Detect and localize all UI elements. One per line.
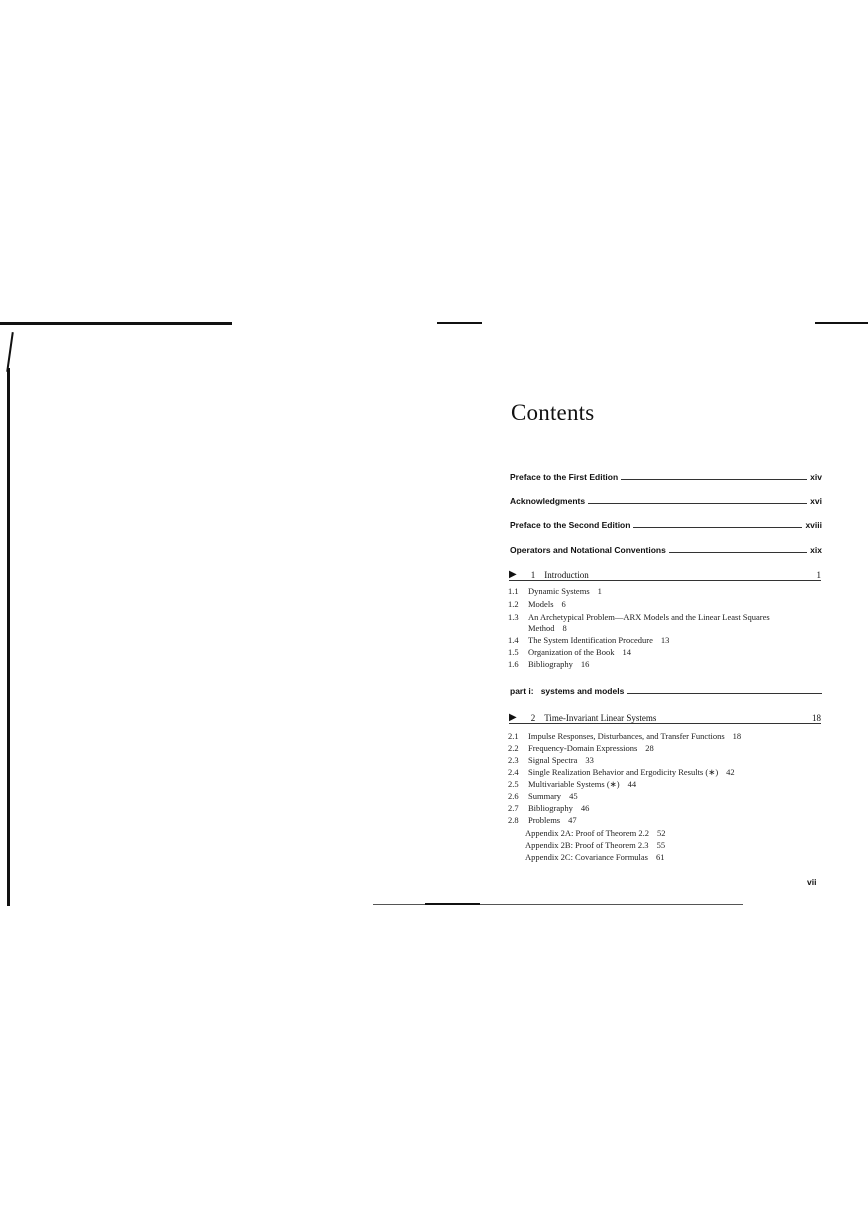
leader-line — [669, 552, 807, 553]
toc-entry-page: xvi — [810, 496, 822, 506]
toc-entry-page: xviii — [805, 520, 822, 530]
section-1-5: 1.5 Organization of the Book 14 — [508, 647, 631, 657]
leader-line — [621, 479, 807, 480]
part-1-heading — [510, 682, 822, 696]
triangle-arrow-icon: ▶ — [509, 712, 517, 723]
toc-entry-page: xiv — [810, 472, 822, 482]
page-title: Contents — [511, 400, 595, 425]
toc-entry-label: Acknowledgments — [510, 496, 586, 506]
section-2-3: 2.3 Signal Spectra 33 — [508, 755, 594, 765]
section-1-4: 1.4 The System Identification Procedure 13 — [508, 635, 670, 645]
toc-entry-operators — [510, 541, 822, 555]
leader-line — [588, 503, 807, 504]
section-1-1: 1.1 Dynamic Systems 1 — [508, 586, 602, 596]
page-number: vii — [807, 877, 817, 887]
scan-edge-top-left — [0, 322, 232, 325]
toc-entry-page: xix — [810, 545, 822, 555]
triangle-arrow-icon: ▶ — [509, 569, 517, 580]
toc-entry-label: Operators and Notational Conventions — [510, 545, 666, 555]
section-1-2: 1.2 Models 6 — [508, 599, 566, 609]
appendix-2c: Appendix 2C: Covariance Formulas 61 — [525, 852, 665, 862]
section-2-7: 2.7 Bibliography 46 — [508, 803, 590, 813]
section-1-3: 1.3 An Archetypical Problem—ARX Models and the Linear Least Squares — [508, 612, 770, 622]
chapter-number: 2 — [530, 713, 536, 723]
part-label: part i: systems and models — [510, 686, 625, 696]
chapter-number: 1 — [530, 570, 536, 580]
chapter-title: Introduction — [544, 570, 589, 580]
toc-entry-acknowledgments — [510, 492, 822, 506]
toc-entry-label: Preface to the Second Edition — [510, 520, 631, 530]
section-2-1: 2.1 Impulse Responses, Disturbances, and Transfer Functions 18 — [508, 731, 742, 741]
leader-line — [627, 693, 822, 694]
chapter-2-heading — [509, 709, 821, 724]
leader-line — [633, 527, 802, 528]
toc-entry-label: Preface to the First Edition — [510, 472, 619, 482]
scan-edge-top-right — [815, 322, 868, 324]
scan-edge-top-mid — [437, 322, 482, 324]
chapter-title: Time-Invariant Linear Systems — [544, 713, 657, 723]
section-2-6: 2.6 Summary 45 — [508, 791, 578, 801]
scan-edge-left — [7, 368, 10, 906]
chapter-1-heading — [509, 566, 821, 581]
section-1-3-continued: Method 8 — [528, 623, 567, 633]
scan-edge-bottom-thick — [425, 903, 480, 905]
section-1-6: 1.6 Bibliography 16 — [508, 659, 590, 669]
section-2-5: 2.5 Multivariable Systems (∗) 44 — [508, 779, 637, 789]
chapter-page: 18 — [812, 713, 821, 723]
toc-entry-preface-second — [510, 516, 822, 530]
appendix-2b: Appendix 2B: Proof of Theorem 2.3 55 — [525, 840, 666, 850]
section-2-4: 2.4 Single Realization Behavior and Ergodicity Results (∗) 42 — [508, 767, 735, 777]
toc-entry-preface-first — [510, 468, 822, 482]
section-2-8: 2.8 Problems 47 — [508, 815, 577, 825]
scan-edge-left-diag — [6, 332, 14, 372]
section-2-2: 2.2 Frequency-Domain Expressions 28 — [508, 743, 654, 753]
chapter-page: 1 — [816, 570, 821, 580]
appendix-2a: Appendix 2A: Proof of Theorem 2.2 52 — [525, 828, 666, 838]
